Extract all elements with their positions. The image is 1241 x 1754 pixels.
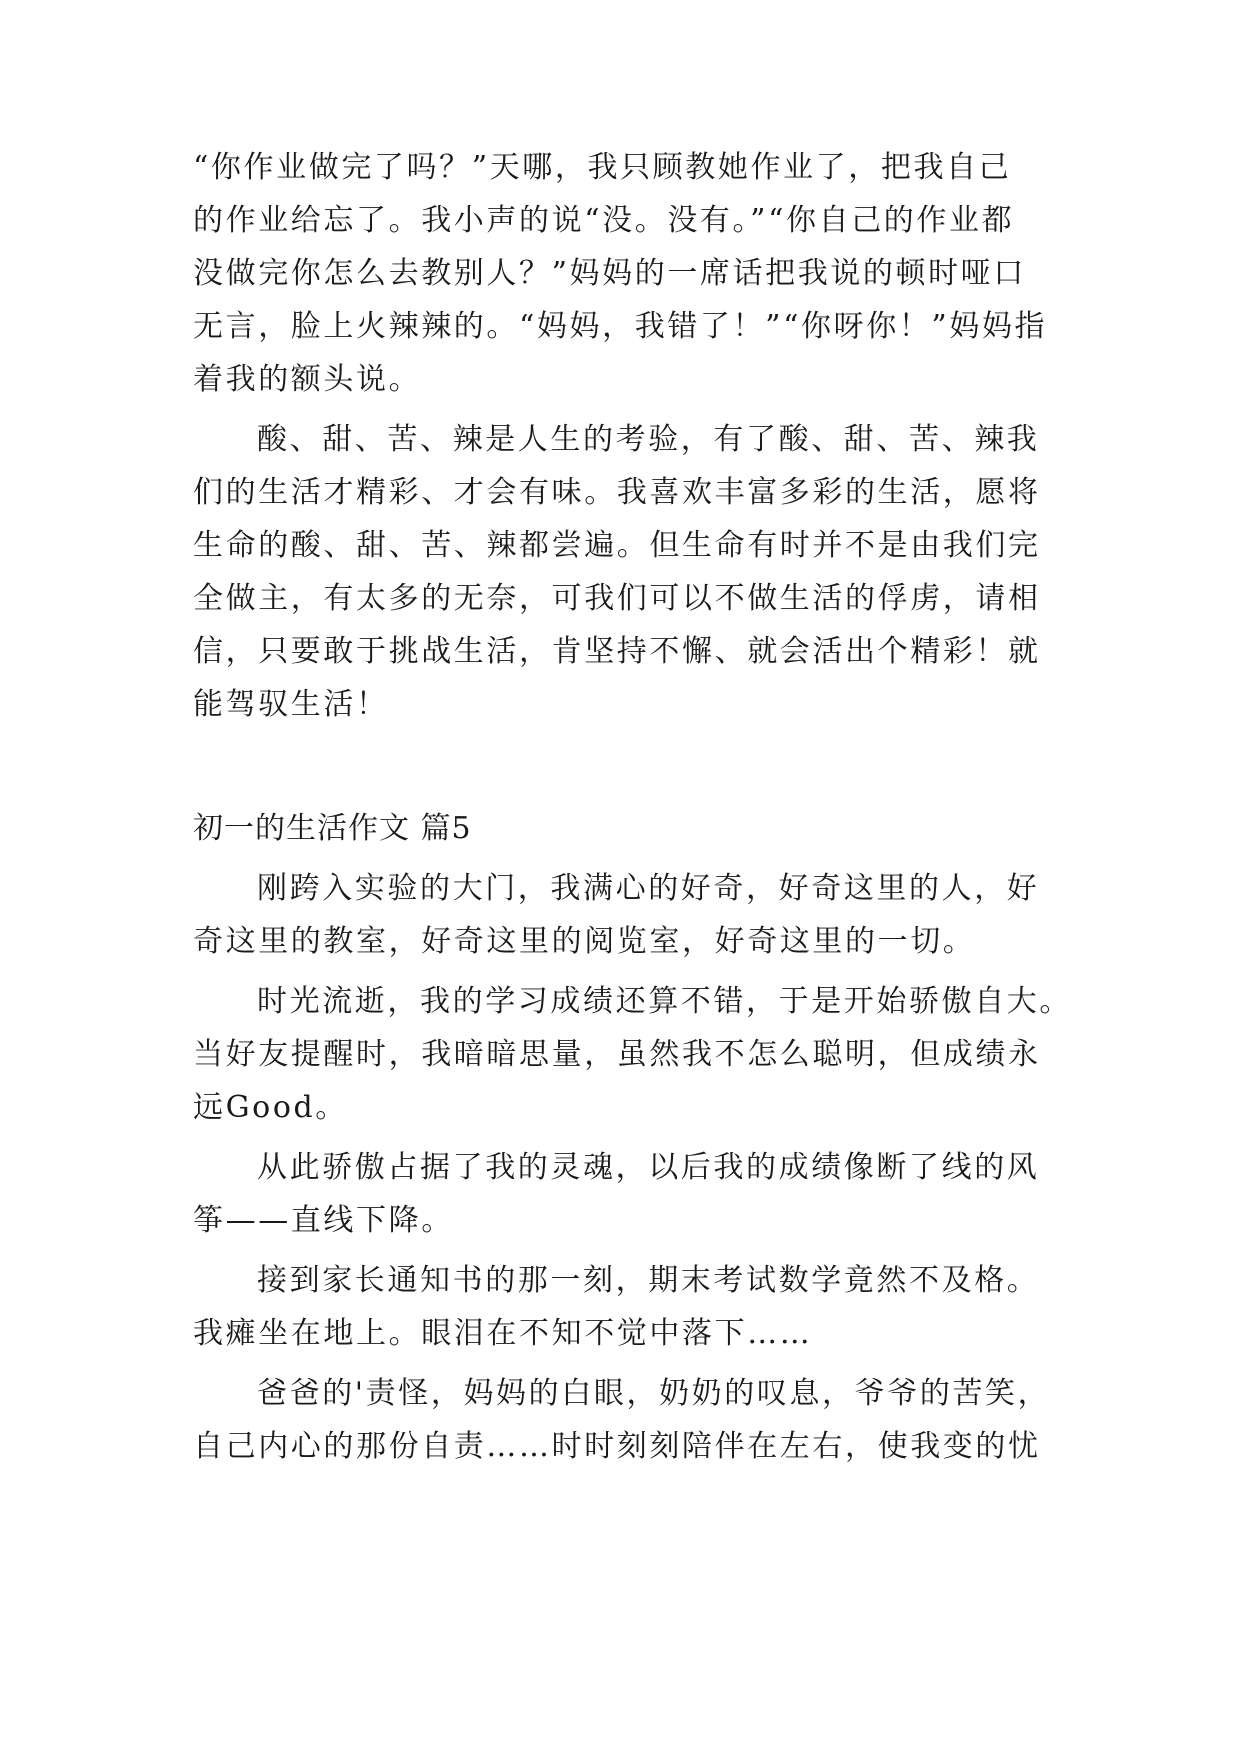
section-heading: 初一的生活作文 篇5 <box>193 811 472 846</box>
paragraph-7-line-2: 自己内心的那份自责……时时刻刻陪伴在左右，使我变的忧 <box>193 1429 1041 1464</box>
paragraph-6-line-1: 接到家长通知书的那一刻，期末考试数学竟然不及格。 <box>257 1263 1040 1298</box>
paragraph-7-line-1: 爸爸的'责怪，妈妈的白眼，奶奶的叹息，爷爷的苦笑， <box>257 1376 1051 1411</box>
paragraph-5-line-1: 从此骄傲占据了我的灵魂，以后我的成绩像断了线的风 <box>257 1150 1040 1185</box>
paragraph-2-line-4: 全做主，有太多的无奈，可我们可以不做生活的俘虏，请相 <box>193 581 1041 616</box>
paragraph-2-line-3: 生命的酸、甜、苦、辣都尝遍。但生命有时并不是由我们完 <box>193 528 1041 563</box>
paragraph-6-line-2: 我瘫坐在地上。眼泪在不知不觉中落下…… <box>193 1316 813 1351</box>
paragraph-2-line-6: 能驾驭生活！ <box>193 687 389 722</box>
paragraph-3-line-2: 奇这里的教室，好奇这里的阅览室，好奇这里的一切。 <box>193 924 976 959</box>
paragraph-4-line-1: 时光流逝，我的学习成绩还算不错，于是开始骄傲自大。 <box>257 984 1072 1019</box>
paragraph-1-line-5: 着我的额头说。 <box>193 362 422 397</box>
paragraph-4-line-3: 远Good。 <box>193 1090 348 1125</box>
paragraph-1-line-1: “你作业做完了吗？”天哪，我只顾教她作业了，把我自己 <box>193 150 1012 185</box>
paragraph-5-line-2: 筝——直线下降。 <box>193 1203 454 1238</box>
paragraph-1-line-4: 无言，脸上火辣辣的。“妈妈，我错了！”“你呀你！”妈妈指 <box>193 309 1048 344</box>
paragraph-1-line-3: 没做完你怎么去教别人？”妈妈的一席话把我说的顿时哑口 <box>193 256 1026 291</box>
paragraph-2-line-2: 们的生活才精彩、才会有味。我喜欢丰富多彩的生活，愿将 <box>193 475 1041 510</box>
paragraph-3-line-1: 刚跨入实验的大门，我满心的好奇，好奇这里的人，好 <box>257 871 1040 906</box>
paragraph-4-line-2: 当好友提醒时，我暗暗思量，虽然我不怎么聪明，但成绩永 <box>193 1037 1041 1072</box>
paragraph-1-line-2: 的作业给忘了。我小声的说“没。没有。”“你自己的作业都 <box>193 203 1015 238</box>
paragraph-2-line-1: 酸、甜、苦、辣是人生的考验，有了酸、甜、苦、辣我 <box>257 422 1040 457</box>
paragraph-2-line-5: 信，只要敢于挑战生活，肯坚持不懈、就会活出个精彩！就 <box>193 634 1041 669</box>
